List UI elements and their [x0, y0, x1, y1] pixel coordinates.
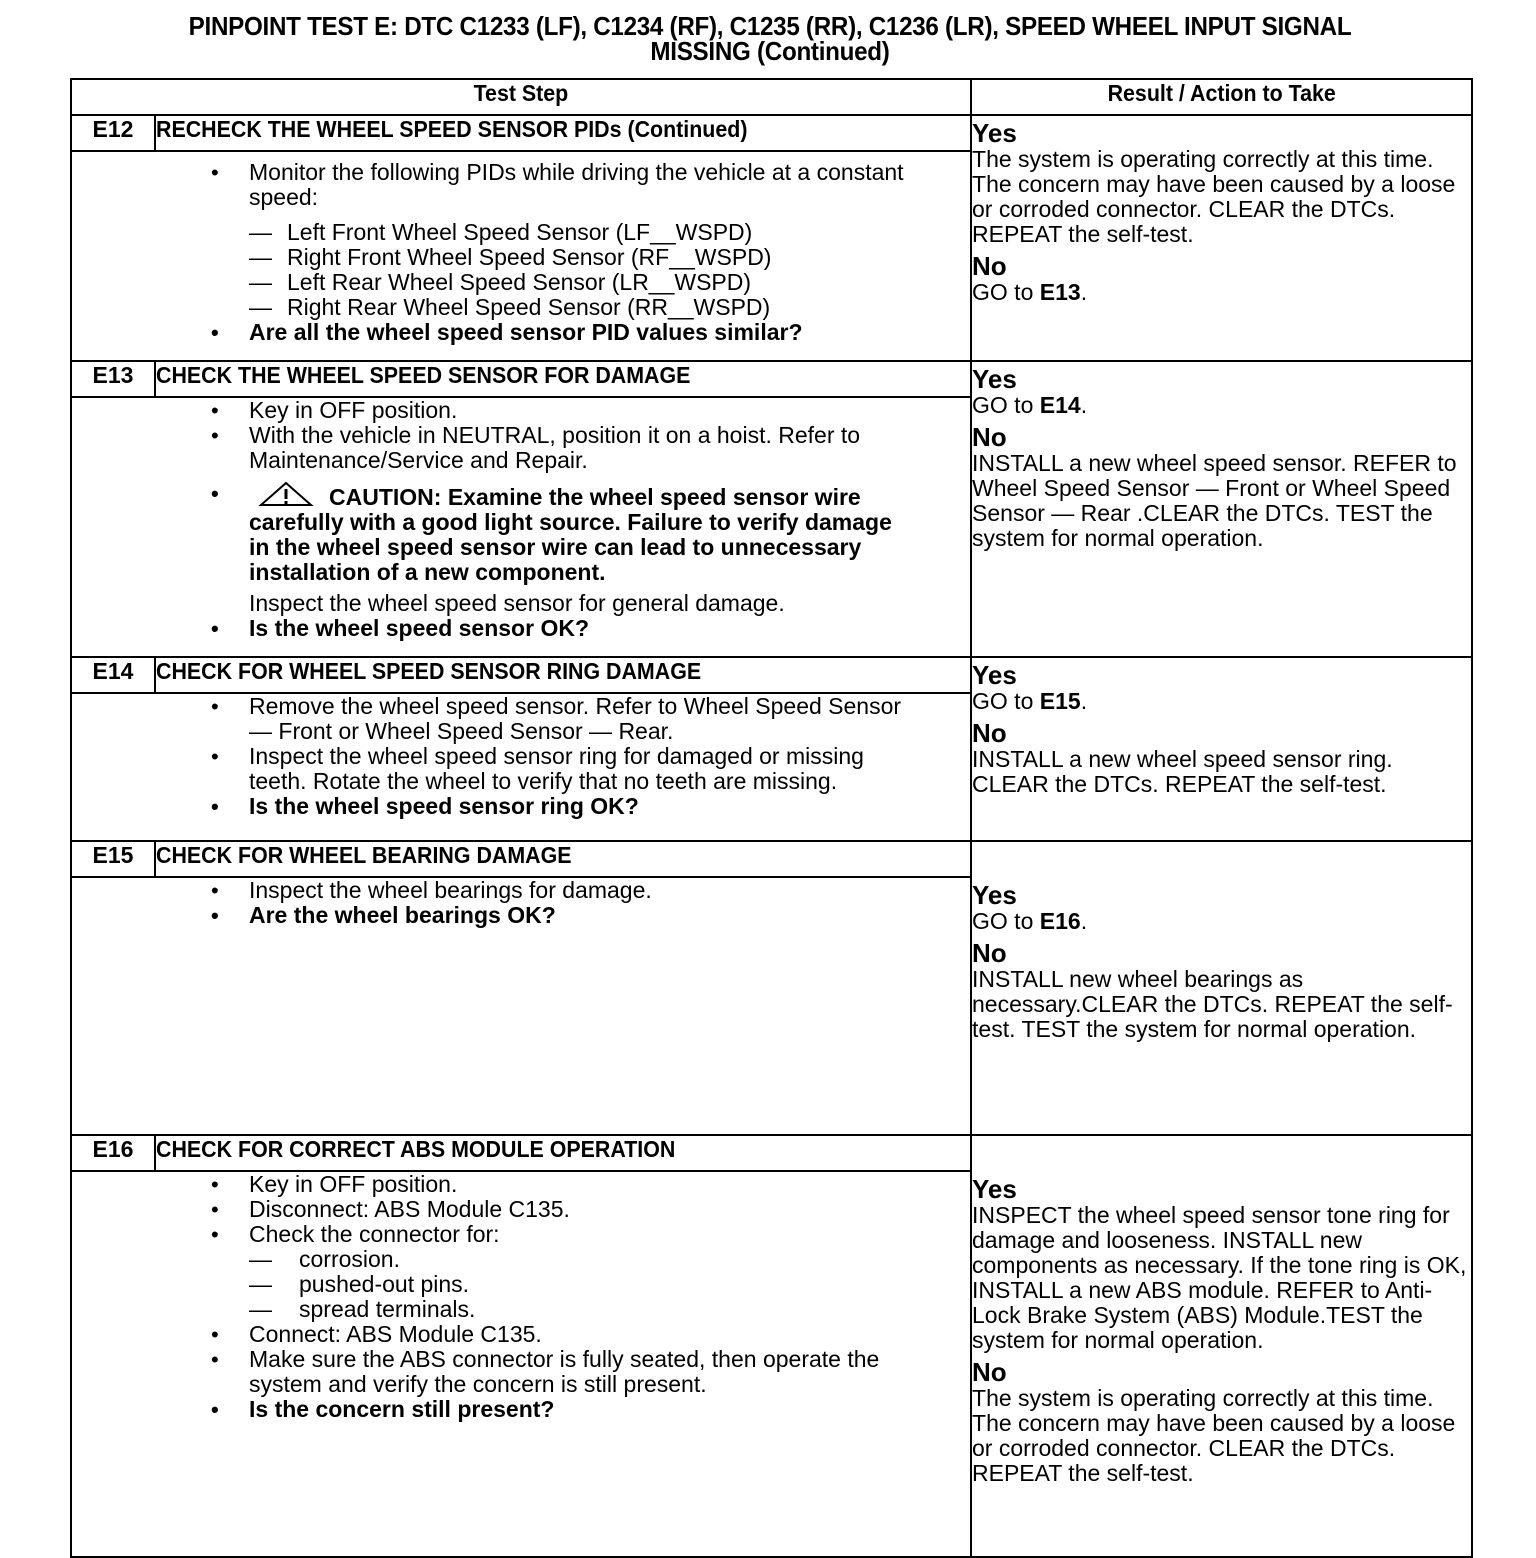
instruction-item: • Inspect the wheel speed sensor ring for damaged or missing teeth. Rotate the wheel to verify that no teeth are missing. [249, 744, 970, 794]
question-item: • Is the wheel speed sensor ring OK? [249, 794, 970, 819]
step-heading: RECHECK THE WHEEL SPEED SENSOR PIDs (Continued) [155, 115, 971, 151]
no-label: No [972, 1357, 1007, 1387]
no-action: INSTALL a new wheel speed sensor ring. CLEAR the DTCs. REPEAT the self-test. [972, 746, 1393, 797]
instruction-item: • Inspect the wheel bearings for damage. [249, 878, 970, 903]
step-id: E16 [71, 1135, 155, 1171]
header-test-step: Test Step [71, 79, 971, 115]
instruction-item: • Key in OFF position. [249, 398, 970, 423]
step-result [971, 841, 1472, 1135]
step-id: E13 [71, 361, 155, 397]
sub-item: — corrosion. [249, 1246, 400, 1272]
step-result [971, 1135, 1472, 1557]
yes-action: GO to E16. [972, 908, 1088, 934]
step-row-e15-heading [71, 841, 1472, 877]
step-heading: CHECK THE WHEEL SPEED SENSOR FOR DAMAGE [155, 361, 971, 397]
no-label: No [972, 938, 1007, 968]
yes-label: Yes [972, 880, 1017, 910]
page-title-line-2: MISSING (Continued) [650, 36, 890, 66]
sub-item: — spread terminals. [249, 1296, 476, 1322]
question-item: • Is the concern still present? [249, 1397, 970, 1422]
step-heading: CHECK FOR CORRECT ABS MODULE OPERATION [155, 1135, 971, 1171]
step-row-e13-heading [71, 361, 1472, 397]
page-title-line-1: PINPOINT TEST E: DTC C1233 (LF), C1234 (RF), C1235 (RR), C1236 (LR), SPEED WHEEL INPUT SIGNAL [188, 11, 1352, 41]
step-result [971, 361, 1472, 657]
step-heading: CHECK FOR WHEEL SPEED SENSOR RING DAMAGE [155, 657, 971, 693]
header-result-action: Result / Action to Take [971, 79, 1472, 115]
question-item: • Are all the wheel speed sensor PID values similar? [249, 320, 970, 345]
step-instructions [155, 877, 971, 1135]
instruction-item: • Disconnect: ABS Module C135. [249, 1197, 970, 1222]
instruction-item: • Remove the wheel speed sensor. Refer to Wheel Speed Sensor — Front or Wheel Speed Sensor — Rear. [249, 694, 970, 744]
step-id: E15 [71, 841, 155, 877]
sub-item: — Right Rear Wheel Speed Sensor (RR__WSPD) [249, 294, 771, 320]
step-instructions [155, 1171, 971, 1557]
step-result [971, 115, 1472, 361]
no-action: INSTALL a new wheel speed sensor. REFER to Wheel Speed Sensor — Front or Wheel Speed Sensor — Rear .CLEAR the DTCs. TEST the system for normal operation. [972, 450, 1457, 551]
step-instructions [155, 693, 971, 841]
yes-action: INSPECT the wheel speed sensor tone ring for damage and looseness. INSTALL new components as necessary. If the tone ring is OK, INSTALL a new ABS module. REFER to Anti-Lock Brake System (ABS) Module.TEST the system for normal operation. [972, 1202, 1467, 1353]
instruction-text: Inspect the wheel speed sensor for general damage. [249, 590, 785, 616]
no-action: GO to E13. [972, 279, 1088, 305]
no-label: No [972, 718, 1007, 748]
yes-label: Yes [972, 660, 1017, 690]
yes-action: GO to E15. [972, 688, 1088, 714]
no-action: The system is operating correctly at this time. The concern may have been caused by a loose or corroded connector. CLEAR the DTCs. REPEAT the self-test. [972, 1385, 1456, 1486]
step-row-e14-heading [71, 657, 1472, 693]
sub-item: — Right Front Wheel Speed Sensor (RF__WSPD) [249, 244, 772, 270]
instruction-item: • Monitor the following PIDs while driving the vehicle at a constant speed: [249, 160, 970, 210]
step-instructions [155, 397, 971, 657]
yes-label: Yes [972, 118, 1017, 148]
yes-action: The system is operating correctly at this time. The concern may have been caused by a loose or corroded connector. CLEAR the DTCs. REPEAT the self-test. [972, 146, 1456, 247]
step-id: E14 [71, 657, 155, 693]
step-instructions [155, 151, 971, 361]
step-id: E12 [71, 115, 155, 151]
question-item: • Are the wheel bearings OK? [249, 903, 970, 928]
caution-triangle-icon [257, 481, 315, 507]
sub-item: — pushed-out pins. [249, 1271, 470, 1297]
yes-action: GO to E14. [972, 392, 1088, 418]
question-item: • Is the wheel speed sensor OK? [249, 616, 970, 641]
sub-item: — Left Rear Wheel Speed Sensor (LR__WSPD) [249, 269, 752, 295]
instruction-item: • Make sure the ABS connector is fully seated, then operate the system and verify the concern is still present. [249, 1347, 970, 1397]
caution-item: • CAUTION: Examine the wheel speed sensor wire carefully with a good light source. Failure to verify damage in the wheel speed sensor wire can lead to unnecessary installation of a new component. [249, 481, 970, 585]
step-row-e12-heading [71, 115, 1472, 151]
instruction-item: • With the vehicle in NEUTRAL, position it on a hoist. Refer to Maintenance/Service and Repair. [249, 423, 970, 473]
yes-label: Yes [972, 364, 1017, 394]
goto-link[interactable]: E14 [1039, 392, 1081, 418]
no-label: No [972, 422, 1007, 452]
goto-link[interactable]: E15 [1039, 688, 1081, 714]
instruction-item: • Connect: ABS Module C135. [249, 1322, 970, 1347]
table-header-row [71, 79, 1472, 115]
yes-label: Yes [972, 1174, 1017, 1204]
goto-link[interactable]: E13 [1039, 279, 1081, 305]
step-row-e16-heading [71, 1135, 1472, 1171]
step-result [971, 657, 1472, 841]
step-heading: CHECK FOR WHEEL BEARING DAMAGE [155, 841, 971, 877]
no-action: INSTALL new wheel bearings as necessary.CLEAR the DTCs. REPEAT the self-test. TEST the system for normal operation. [972, 966, 1453, 1042]
page-title [110, 11, 1431, 66]
pinpoint-test-table [70, 78, 1473, 1558]
instruction-item: • Check the connector for: [249, 1222, 970, 1247]
sub-item: — Left Front Wheel Speed Sensor (LF__WSPD) [249, 219, 753, 245]
instruction-item: • Key in OFF position. [249, 1172, 970, 1197]
goto-link[interactable]: E16 [1039, 908, 1081, 934]
no-label: No [972, 251, 1007, 281]
